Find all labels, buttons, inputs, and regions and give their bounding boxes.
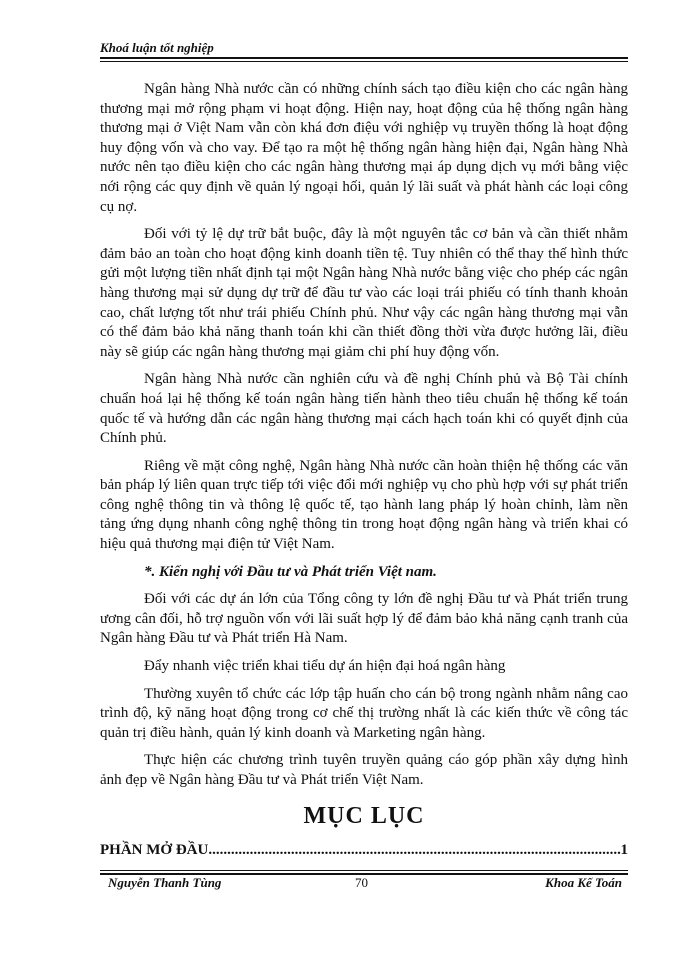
toc-title: MỤC LỤC <box>303 802 425 829</box>
body-paragraph: Đối với tỷ lệ dự trữ bắt buộc, đây là một nguyên tắc cơ bản và cần thiết nhằm đảm bảo an toàn cho hoạt động kinh doanh tiền tệ. Tuy nhiên có thể thay thế hình thức gửi một lượng tiền nhất định tại một Ngân hàng Nhà nước bằng việc cho phép các ngân hàng thương mại sử dụng dự trữ để đầu tư vào các loại trái phiếu có tính thanh khoản cao, chất lượng tốt như trái phiếu Chính phủ. Như vậy các ngân hàng thương mại vẫn có thể đảm bảo khả năng thanh toán khi cần thiết đồng thời vừa được hưởng lãi, điều này sẽ giúp các ngân hàng thương mại giảm chi phí huy động vốn. <box>100 226 628 360</box>
running-header: Khoá luận tốt nghiệp <box>100 40 214 55</box>
body-paragraph: Đối với các dự án lớn của Tổng công ty lớn đề nghị Đầu tư và Phát triển trung ương cân đối, hỗ trợ nguồn vốn với lãi suất hợp lý để đảm bảo khả năng cạnh tranh của Ngân hàng Đầu tư và Phát triển Hà Nam. <box>100 591 628 647</box>
header-rule <box>100 57 628 59</box>
section-heading: *. Kiến nghị với Đầu tư và Phát triển Việt nam. <box>144 563 437 580</box>
toc-entry[interactable] <box>100 840 628 860</box>
page-number: 70 <box>355 875 368 890</box>
toc-entry-page: 1 <box>620 841 628 858</box>
body-paragraph: Đẩy nhanh việc triển khai tiểu dự án hiện đại hoá ngân hàng <box>144 658 506 675</box>
page-body <box>100 80 628 860</box>
body-paragraph: Thực hiện các chương trình tuyên truyền quảng cáo góp phần xây dựng hình ảnh đẹp về Ngân hàng Đầu tư và Phát triển Việt Nam. <box>100 752 628 788</box>
footer-author: Nguyễn Thanh Tùng <box>108 875 222 890</box>
body-paragraph: Riêng về mặt công nghệ, Ngân hàng Nhà nước cần hoàn thiện hệ thống các văn bản pháp lý liên quan trực tiếp tới việc đổi mới nghiệp vụ cho phù hợp với sự phát triển công nghệ thông tin và thông lệ quốc tế, tạo hành lang pháp lý hoàn chỉnh, làm nền tảng ứng dụng nhanh công nghệ thông tin trong hoạt động ngân hàng và triển khai có hiệu quả thương mại điện tử Việt Nam. <box>100 457 628 553</box>
footer-rule-thin <box>100 870 628 871</box>
toc-leader-dots <box>208 840 620 860</box>
footer-department: Khoa Kế Toán <box>545 875 622 890</box>
body-paragraph: Ngân hàng Nhà nước cần có những chính sách tạo điều kiện cho các ngân hàng thương mại mở rộng phạm vi hoạt động. Hiện nay, hoạt động của hệ thống ngân hàng thương mại ở Việt Nam vẫn còn khá đơn điệu với nghiệp vụ truyền thống là hoạt động huy động vốn và cho vay. Để tạo ra một hệ thống ngân hàng hiện đại, Ngân hàng Nhà nước nên tạo điều kiện cho các ngân hàng thương mại áp dụng dịch vụ mới bằng việc nới rộng các quy định về quản lý ngoại hối, quản lý lãi suất và phát hành các loại công cụ nợ. <box>100 81 628 215</box>
body-paragraph: Thường xuyên tổ chức các lớp tập huấn cho cán bộ trong ngành nhằm nâng cao trình độ, kỹ năng hoạt động trong cơ chế thị trường nhất là các kiến thức về công tác quản trị điều hành, quản lý kinh doanh và Marketing ngân hàng. <box>100 685 628 741</box>
toc-entry-label: PHẦN MỞ ĐẦU <box>100 841 209 858</box>
header-rule-thin <box>100 61 628 62</box>
body-paragraph: Ngân hàng Nhà nước cần nghiên cứu và đề nghị Chính phủ và Bộ Tài chính chuẩn hoá lại hệ thống kế toán ngân hàng tiến hành theo tiêu chuẩn hệ thống kế toán quốc tế và hướng dẫn các ngân hàng thương mại cách hạch toán khi có quyết định của Chính phủ. <box>100 371 628 447</box>
